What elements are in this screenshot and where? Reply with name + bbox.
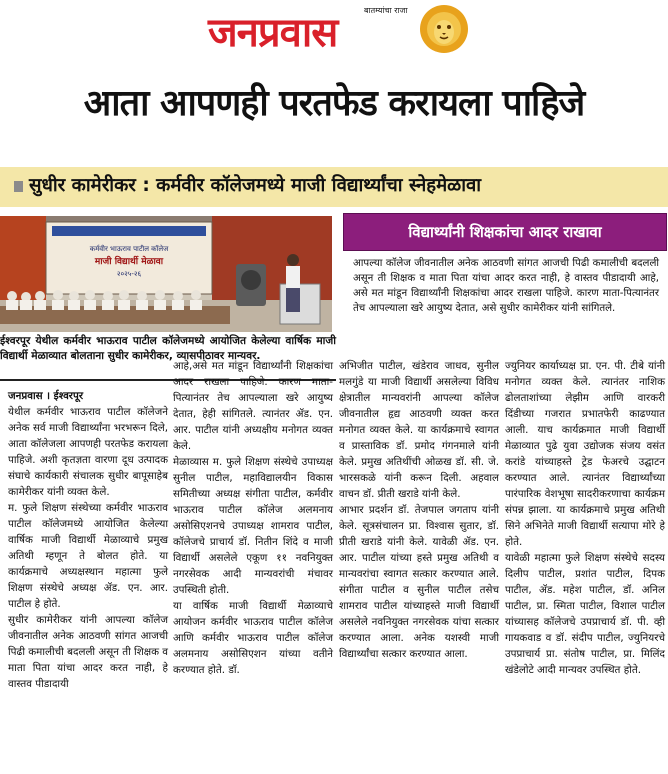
event-photo (0, 216, 332, 332)
article-column-2 (173, 358, 333, 678)
masthead (0, 0, 668, 72)
masthead-tagline: बातम्यांचा राजा (364, 6, 408, 15)
subheadline (14, 172, 481, 200)
photo-caption: ईश्वरपूर येथील कर्मवीर भाऊराव पाटील कॉलेजमध्ये आयोजित केलेल्या वार्षिक माजी विद्यार्थी मेळाव्यात बोलताना सुधीर कामेरीकर, व्यासपीठावर मान्यवर. (0, 335, 336, 362)
article-paragraph: आहे,असे मत मांडून विद्यार्थ्यांनी शिक्षकांचा आदर राखला पाहिजे. कारण माता-पित्यानंतर तेच आपल्याला खरे आयुष्य देतात, हेही सांगितले. त्यानंतर ॲड. एन. आर. पाटील यांनी अध्यक्षीय मनोगत व्यक्त केले. (173, 360, 333, 452)
banner-line-3: २०२५-२६ (116, 270, 142, 278)
event-photo-image (0, 216, 332, 332)
article-column-1 (8, 388, 168, 692)
article-paragraph: म. फुले शिक्षण संस्थेच्या कर्मवीर भाऊराव पाटील कॉलेजमध्ये आयोजित केलेल्या वार्षिक माजी विद्यार्थी मेळाव्याचे प्रमुख अतिथी म्हणून ते बोलत होते. या कार्यक्रमाचे अध्यक्षस्थान महात्मा फुले शिक्षण संस्थेचे अध्यक्ष ॲड. एन. आर. पाटील हे होते. (8, 502, 168, 610)
dateline: जनप्रवास । ईश्वरपूर (8, 390, 84, 402)
bullet-square-icon (14, 181, 23, 192)
article-paragraph: मेळाव्यास म. फुले शिक्षण संस्थेचे उपाध्यक्ष सुनील पाटील, महाविद्यालयीन विकास समितीच्या अध्यक्ष संगीता पाटील, कर्मवीर भाऊराव पाटील कॉलेज अलमनाय असोसिएशनचे उपाध्यक्ष शामराव पाटील, कॉलेजचे प्राचार्य डॉ. नितीन शिंदे व माजी विद्यार्थी असलेले एकूण ११ नवनियुक्त नगरसेवक आदी मान्यवरांची मंचावर उपस्थिती होती. (173, 456, 333, 596)
banner-line-1: कर्मवीर भाऊराव पाटील कॉलेज (89, 245, 169, 253)
article-paragraph: या वार्षिक माजी विद्यार्थी मेळाव्याचे आयोजन कर्मवीर भाऊराव पाटील कॉलेज आणि कर्मवीर भाऊराव पाटील कॉलेज अलमनाय असोसिएशन यांच्या वतीने करण्यात होते. डॉ. (173, 600, 333, 676)
banner-line-2: माजी विद्यार्थी मेळावा (94, 257, 164, 267)
article-column-4 (505, 358, 665, 678)
main-headline: आता आपणही परतफेड करायला पाहिजे (83, 83, 585, 124)
article-paragraph: सुधीर कामेरीकर यांनी आपल्या कॉलेज जीवनातील अनेक आठवणी सांगत आजची पिढी कमालीची बदलली असून ती शिक्षक व माता पिता यांचा आदर करत नाही, हे वास्तव पीडादायी (8, 614, 168, 690)
newspaper-logo: जनप्रवास (208, 10, 338, 56)
article-paragraph: अभिजीत पाटील, खंडेराव जाधव, सुनील मलगुंडे या माजी विद्यार्थी असलेल्या विविध क्षेत्रातील मान्यवरांनी आपल्या कॉलेज जीवनातील हृद्य आठवणी व्यक्त करत मनोगत व्यक्त केले. या कार्यक्रमाचे स्वागत व प्रास्ताविक डॉ. प्रमोद गंगनमाले यांनी केले. प्रमुख अतिथींची ओळख डॉ. सी. जे. भारसकळे यांनी करून दिली. अहवाल वाचन डॉ. प्रीती खराडे यांनी केले. (339, 360, 499, 500)
sidebar-intro: आपल्या कॉलेज जीवनातील अनेक आठवणी सांगत आजची पिढी कमालीची बदलली असून ती शिक्षक व माता पिता यांचा आदर करत नाही, हे वास्तव पीडादायी आहे, असे मत मांडून विद्यार्थ्यांनी शिक्षकांचा आदर राखला पाहिजे. कारण माता-पित्यानंतर तेच आपल्याला खरे आयुष्य देतात, असे सुधीर कामेरीकर यांनी सांगितले. (353, 258, 659, 314)
article-paragraph: येथील कर्मवीर भाऊराव पाटील कॉलेजने अनेक सर्व माजी विद्यार्थ्यांना भरभरून दिले, आता कॉलेजला आपणही परतफेड करायला पाहिजे. अशी कृतज्ञता वारणा दूध उत्पादक संघाचे कार्यकारी संचालक सुधीर बापूसाहेब कामेरीकर यांनी व्यक्त केले. (8, 406, 168, 498)
article-paragraph: आभार प्रदर्शन डॉ. तेजपाल जगताप यांनी केले. सूत्रसंचालन प्रा. विश्वास सुतार, डॉ. प्रीती खराडे यांनी केले. यावेळी ॲड. एन. आर. पाटील यांच्या हस्ते प्रमुख अतिथी व मान्यवरांचा स्वागत सत्कार करण्यात आले. संगीता पाटील व सुनील पाटील तसेच शामराव पाटील यांच्याहस्ते माजी विद्यार्थी असलेले नवनियुक्त नगरसेवक यांचा सत्कार करण्यात आला. अनेक यशस्वी माजी विद्यार्थ्यांचा सत्कार करण्यात आला. (339, 504, 499, 660)
article-paragraph: ज्युनियर कार्याध्यक्ष प्रा. एन. पी. टीबे यांनी मनोगत व्यक्त केले. त्यानंतर नाशिक ढोलताशांच्या लेझीम आणि वारकरी दिंडीच्या गजरात प्रभातफेरी काढण्यात आली. याच कार्यक्रमात माजी विद्यार्थी मेळाव्यात पुढे युवा उद्योजक संजय वसंत करांडे यांच्याहस्ते ट्रेड फेअरचे उद्घाटन करण्यात आले. त्यानंतर विद्यार्थ्यांच्या पारंपारिक वेशभूषा सादरीकरणाचा कार्यक्रम संपन्न झाला. या कार्यक्रमाचे प्रमुख अतिथी सिने अभिनेते माजी विद्यार्थी सत्यापा मोरे हे होते. (505, 360, 665, 548)
lion-logo-icon (418, 2, 470, 54)
sidebar-heading: विद्यार्थ्यांनी शिक्षकांचा आदर राखावा (343, 213, 667, 251)
article-column-3 (339, 358, 499, 662)
article-paragraph: यावेळी महात्मा फुले शिक्षण संस्थेचे सदस्य दिलीप पाटील, प्रशांत पाटील, दिपक पाटील, ॲड. महेश पाटील, डॉ. अनिल पाटील, प्रा. स्मिता पाटील, विशाल पाटील यांच्यासह कॉलेजचे उपप्राचार्य डॉ. पी. व्ही गायकवाड व डॉ. संदीप पाटील, ज्युनियरचे उपप्राचार्य प्रा. संतोष पाटील, प्रा. मिलिंद खंडेलोटे आदी मान्यवर उपस्थित होते. (505, 552, 665, 676)
subheadline-text: सुधीर कामेरीकर : कर्मवीर कॉलेजमध्ये माजी विद्यार्थ्यांचा स्नेहमेळावा (29, 175, 482, 196)
